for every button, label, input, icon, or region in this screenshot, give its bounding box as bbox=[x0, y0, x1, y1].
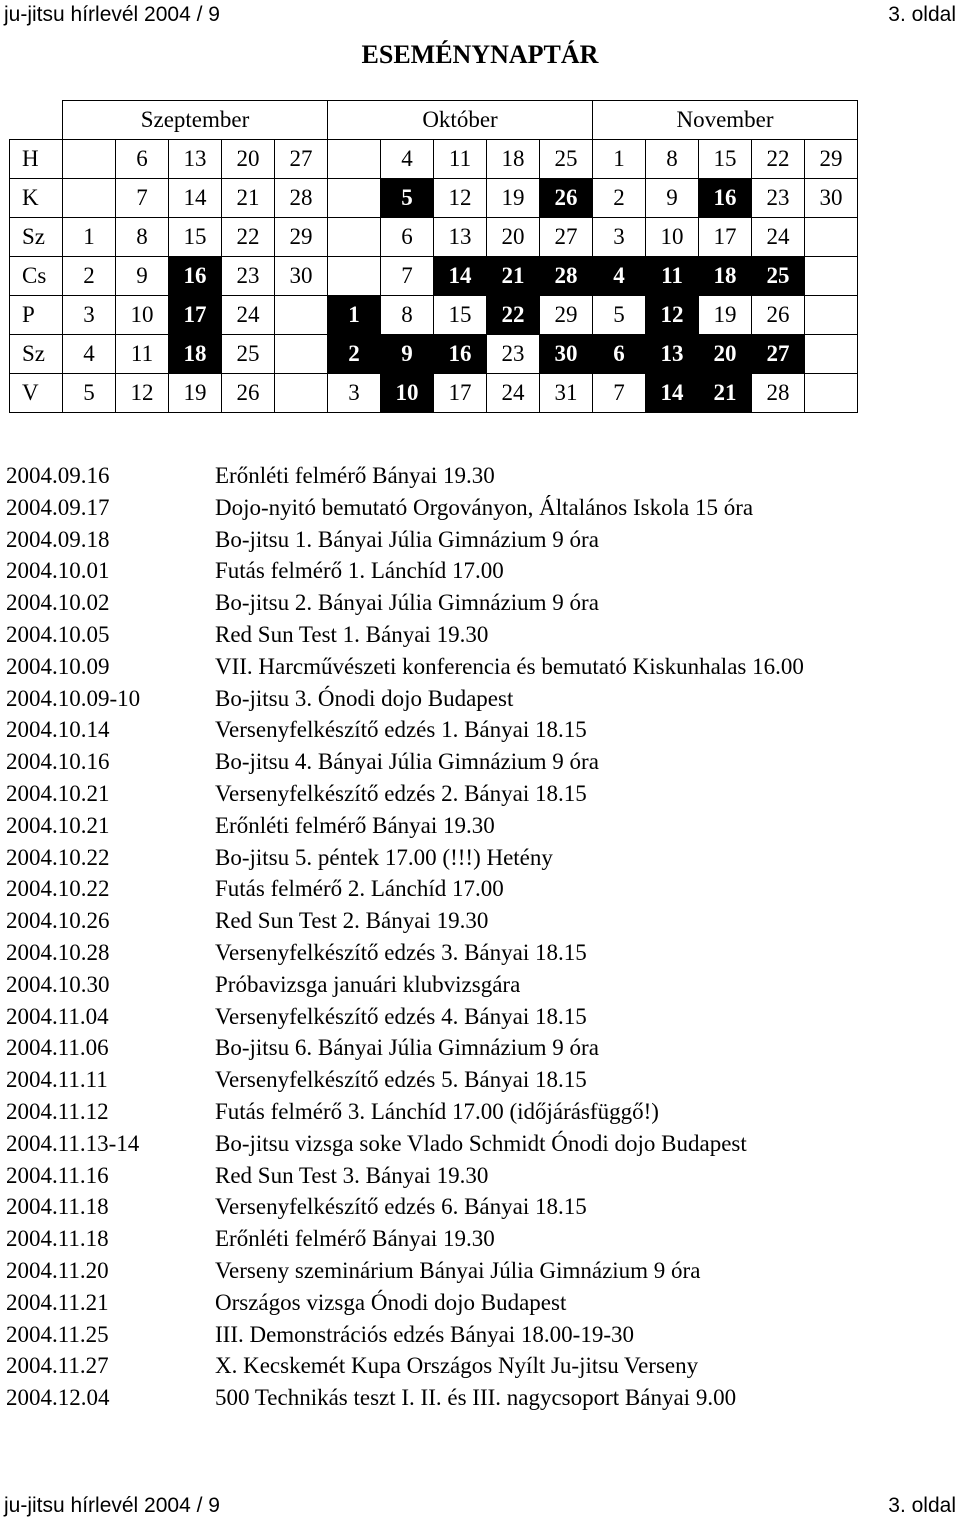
event-description: Próbavizsga januári klubvizsgára bbox=[215, 971, 521, 997]
event-date: 2004.11.27 bbox=[6, 1353, 109, 1379]
calendar-day-cell-highlighted: 1 bbox=[328, 296, 381, 335]
event-date: 2004.11.13-14 bbox=[6, 1130, 140, 1156]
event-calendar-table bbox=[9, 100, 858, 413]
calendar-week-row bbox=[10, 179, 858, 218]
calendar-day-cell-highlighted: 16 bbox=[434, 335, 487, 374]
event-row bbox=[6, 1096, 804, 1128]
calendar-day-cell: 9 bbox=[646, 179, 699, 218]
event-row bbox=[6, 1350, 804, 1382]
event-description: Bo-jitsu 5. péntek 17.00 (!!!) Hetény bbox=[215, 844, 553, 870]
calendar-day-cell: 31 bbox=[540, 374, 593, 413]
event-date: 2004.11.21 bbox=[6, 1289, 109, 1315]
calendar-week-row bbox=[10, 335, 858, 374]
calendar-day-cell bbox=[275, 374, 328, 413]
calendar-day-cell: 19 bbox=[487, 179, 540, 218]
calendar-day-cell: 2 bbox=[63, 257, 116, 296]
calendar-week-row bbox=[10, 257, 858, 296]
event-date: 2004.10.16 bbox=[6, 749, 110, 775]
event-date: 2004.09.18 bbox=[6, 526, 110, 552]
month-header: Október bbox=[328, 101, 593, 140]
event-description: Versenyfelkészítő edzés 3. Bányai 18.15 bbox=[215, 939, 587, 965]
event-row bbox=[6, 778, 804, 810]
event-description: Versenyfelkészítő edzés 6. Bányai 18.15 bbox=[215, 1194, 587, 1220]
calendar-day-cell: 15 bbox=[169, 218, 222, 257]
event-description: Red Sun Test 2. Bányai 19.30 bbox=[215, 908, 489, 934]
calendar-day-cell: 6 bbox=[116, 140, 169, 179]
calendar-day-cell: 10 bbox=[116, 296, 169, 335]
weekday-label: Cs bbox=[10, 257, 63, 296]
calendar-day-cell: 2 bbox=[593, 179, 646, 218]
calendar-day-cell: 4 bbox=[63, 335, 116, 374]
event-description: Bo-jitsu 4. Bányai Júlia Gimnázium 9 óra bbox=[215, 749, 599, 775]
calendar-day-cell: 17 bbox=[434, 374, 487, 413]
calendar-day-cell-highlighted: 22 bbox=[487, 296, 540, 335]
weekday-label: V bbox=[10, 374, 63, 413]
event-date: 2004.09.16 bbox=[6, 463, 110, 488]
calendar-day-cell bbox=[805, 335, 858, 374]
calendar-day-cell: 1 bbox=[63, 218, 116, 257]
calendar-day-cell: 23 bbox=[487, 335, 540, 374]
event-row bbox=[6, 1191, 804, 1223]
calendar-day-cell-highlighted: 14 bbox=[434, 257, 487, 296]
page-title: ESEMÉNYNAPTÁR bbox=[361, 40, 599, 69]
event-description: 500 Technikás teszt I. II. és III. nagycsoport Bányai 9.00 bbox=[215, 1385, 737, 1411]
header-newsletter-title: ju-jitsu hírlevél 2004 / 9 bbox=[4, 3, 220, 26]
event-row bbox=[6, 1287, 804, 1319]
calendar-day-cell-highlighted: 4 bbox=[593, 257, 646, 296]
event-description: X. Kecskemét Kupa Országos Nyílt Ju-jitsu Verseny bbox=[215, 1353, 699, 1379]
calendar-day-cell: 19 bbox=[169, 374, 222, 413]
calendar-day-cell: 29 bbox=[540, 296, 593, 335]
calendar-day-cell-highlighted: 28 bbox=[540, 257, 593, 296]
event-date: 2004.11.18 bbox=[6, 1194, 109, 1220]
calendar-day-cell: 6 bbox=[381, 218, 434, 257]
event-date: 2004.10.02 bbox=[6, 590, 110, 616]
calendar-day-cell: 11 bbox=[434, 140, 487, 179]
calendar-day-cell: 9 bbox=[116, 257, 169, 296]
calendar-day-cell: 27 bbox=[275, 140, 328, 179]
calendar-day-cell: 11 bbox=[116, 335, 169, 374]
event-row bbox=[6, 1223, 804, 1255]
calendar-day-cell: 8 bbox=[116, 218, 169, 257]
calendar-week-row bbox=[10, 140, 858, 179]
calendar-day-cell: 12 bbox=[116, 374, 169, 413]
event-date: 2004.10.21 bbox=[6, 780, 110, 806]
event-row bbox=[6, 1064, 804, 1096]
calendar-day-cell: 7 bbox=[593, 374, 646, 413]
calendar-day-cell: 20 bbox=[487, 218, 540, 257]
calendar-day-cell: 23 bbox=[222, 257, 275, 296]
event-row bbox=[6, 619, 804, 651]
event-description: Erőnléti felmérő Bányai 19.30 bbox=[215, 1226, 495, 1252]
calendar-day-cell: 28 bbox=[275, 179, 328, 218]
header-page-number: 3. oldal bbox=[888, 3, 956, 26]
event-row bbox=[6, 905, 804, 937]
calendar-month-header-row bbox=[10, 101, 858, 140]
event-description: III. Demonstrációs edzés Bányai 18.00-19-30 bbox=[215, 1321, 634, 1347]
calendar-day-cell: 24 bbox=[222, 296, 275, 335]
calendar-day-cell: 15 bbox=[434, 296, 487, 335]
weekday-label: H bbox=[10, 140, 63, 179]
calendar-week-row bbox=[10, 374, 858, 413]
calendar-day-cell-highlighted: 20 bbox=[699, 335, 752, 374]
calendar-day-cell: 8 bbox=[646, 140, 699, 179]
calendar-day-cell-highlighted: 21 bbox=[699, 374, 752, 413]
event-date: 2004.10.22 bbox=[6, 844, 110, 870]
event-date: 2004.11.16 bbox=[6, 1162, 109, 1188]
event-description: Verseny szeminárium Bányai Júlia Gimnázium 9 óra bbox=[215, 1257, 701, 1283]
calendar-day-cell bbox=[328, 140, 381, 179]
calendar-corner-cell bbox=[10, 101, 63, 140]
calendar-day-cell: 13 bbox=[169, 140, 222, 179]
calendar-day-cell-highlighted: 30 bbox=[540, 335, 593, 374]
event-description: Erőnléti felmérő Bányai 19.30 bbox=[215, 463, 495, 488]
calendar-day-cell-highlighted: 26 bbox=[540, 179, 593, 218]
calendar-day-cell: 29 bbox=[275, 218, 328, 257]
calendar-day-cell: 20 bbox=[222, 140, 275, 179]
weekday-label: P bbox=[10, 296, 63, 335]
calendar-day-cell: 26 bbox=[752, 296, 805, 335]
event-row bbox=[6, 555, 804, 587]
calendar-day-cell: 3 bbox=[328, 374, 381, 413]
event-date: 2004.10.09-10 bbox=[6, 685, 141, 711]
event-date: 2004.11.20 bbox=[6, 1257, 109, 1283]
calendar-day-cell: 8 bbox=[381, 296, 434, 335]
event-row bbox=[6, 746, 804, 778]
calendar-day-cell: 1 bbox=[593, 140, 646, 179]
event-list bbox=[6, 460, 804, 1414]
event-date: 2004.10.05 bbox=[6, 621, 110, 647]
calendar-day-cell: 28 bbox=[752, 374, 805, 413]
calendar-day-cell: 12 bbox=[434, 179, 487, 218]
footer-newsletter-title: ju-jitsu hírlevél 2004 / 9 bbox=[4, 1494, 220, 1517]
event-row bbox=[6, 969, 804, 1001]
weekday-label: Sz bbox=[10, 335, 63, 374]
event-date: 2004.10.21 bbox=[6, 812, 110, 838]
event-description: Erőnléti felmérő Bányai 19.30 bbox=[215, 812, 495, 838]
calendar-day-cell: 30 bbox=[805, 179, 858, 218]
calendar-day-cell: 25 bbox=[222, 335, 275, 374]
event-description: Dojo-nyitó bemutató Orgoványon, Általános Iskola 15 óra bbox=[215, 494, 754, 520]
event-description: Red Sun Test 3. Bányai 19.30 bbox=[215, 1162, 489, 1188]
event-row bbox=[6, 524, 804, 556]
calendar-day-cell-highlighted: 5 bbox=[381, 179, 434, 218]
calendar-day-cell: 13 bbox=[434, 218, 487, 257]
event-row bbox=[6, 1382, 804, 1414]
calendar-day-cell: 26 bbox=[222, 374, 275, 413]
calendar-day-cell: 14 bbox=[169, 179, 222, 218]
event-row bbox=[6, 1319, 804, 1351]
calendar-day-cell: 5 bbox=[593, 296, 646, 335]
calendar-day-cell-highlighted: 21 bbox=[487, 257, 540, 296]
event-description: Bo-jitsu 6. Bányai Júlia Gimnázium 9 óra bbox=[215, 1035, 599, 1061]
event-row bbox=[6, 1001, 804, 1033]
event-row bbox=[6, 1255, 804, 1287]
event-description: Versenyfelkészítő edzés 5. Bányai 18.15 bbox=[215, 1067, 587, 1093]
calendar-day-cell-highlighted: 9 bbox=[381, 335, 434, 374]
event-description: Bo-jitsu 1. Bányai Júlia Gimnázium 9 óra bbox=[215, 526, 599, 552]
weekday-label: K bbox=[10, 179, 63, 218]
calendar-day-cell: 5 bbox=[63, 374, 116, 413]
calendar-day-cell bbox=[328, 179, 381, 218]
event-row bbox=[6, 587, 804, 619]
event-date: 2004.10.26 bbox=[6, 908, 110, 934]
event-row bbox=[6, 1160, 804, 1192]
event-date: 2004.11.12 bbox=[6, 1098, 109, 1124]
calendar-day-cell: 29 bbox=[805, 140, 858, 179]
calendar-body bbox=[10, 140, 858, 413]
event-date: 2004.09.17 bbox=[6, 494, 110, 520]
calendar-day-cell bbox=[805, 296, 858, 335]
event-date: 2004.11.18 bbox=[6, 1226, 109, 1252]
event-row bbox=[6, 842, 804, 874]
calendar-day-cell: 27 bbox=[540, 218, 593, 257]
calendar-day-cell bbox=[805, 374, 858, 413]
calendar-day-cell: 3 bbox=[63, 296, 116, 335]
event-date: 2004.11.06 bbox=[6, 1035, 109, 1061]
calendar-week-row bbox=[10, 218, 858, 257]
calendar-day-cell: 23 bbox=[752, 179, 805, 218]
event-date: 2004.11.04 bbox=[6, 1003, 109, 1029]
event-date: 2004.12.04 bbox=[6, 1385, 110, 1411]
calendar-day-cell-highlighted: 12 bbox=[646, 296, 699, 335]
calendar-day-cell bbox=[805, 218, 858, 257]
calendar-day-cell: 3 bbox=[593, 218, 646, 257]
calendar-day-cell: 24 bbox=[487, 374, 540, 413]
calendar-week-row bbox=[10, 296, 858, 335]
calendar-day-cell: 15 bbox=[699, 140, 752, 179]
event-date: 2004.11.11 bbox=[6, 1067, 108, 1093]
event-row bbox=[6, 651, 804, 683]
calendar-day-cell bbox=[328, 218, 381, 257]
calendar-day-cell: 21 bbox=[222, 179, 275, 218]
event-row bbox=[6, 873, 804, 905]
event-date: 2004.10.09 bbox=[6, 653, 110, 679]
event-date: 2004.10.30 bbox=[6, 971, 110, 997]
event-description: Futás felmérő 2. Lánchíd 17.00 bbox=[215, 876, 504, 902]
weekday-label: Sz bbox=[10, 218, 63, 257]
event-description: Versenyfelkészítő edzés 1. Bányai 18.15 bbox=[215, 717, 587, 743]
calendar-day-cell bbox=[275, 296, 328, 335]
calendar-day-cell: 25 bbox=[540, 140, 593, 179]
event-row bbox=[6, 683, 804, 715]
event-description: Bo-jitsu vizsga soke Vlado Schmidt Ónodi dojo Budapest bbox=[215, 1130, 747, 1156]
calendar-day-cell bbox=[63, 179, 116, 218]
calendar-day-cell-highlighted: 16 bbox=[169, 257, 222, 296]
event-date: 2004.10.28 bbox=[6, 939, 110, 965]
calendar-day-cell bbox=[328, 257, 381, 296]
calendar-day-cell: 30 bbox=[275, 257, 328, 296]
event-date: 2004.11.25 bbox=[6, 1321, 109, 1347]
month-header: Szeptember bbox=[63, 101, 328, 140]
event-description: Bo-jitsu 2. Bányai Júlia Gimnázium 9 óra bbox=[215, 590, 599, 616]
event-description: VII. Harcművészeti konferencia és bemutató Kiskunhalas 16.00 bbox=[215, 653, 804, 679]
event-row bbox=[6, 1128, 804, 1160]
calendar-day-cell: 4 bbox=[381, 140, 434, 179]
calendar-day-cell bbox=[63, 140, 116, 179]
calendar-day-cell-highlighted: 17 bbox=[169, 296, 222, 335]
event-row bbox=[6, 810, 804, 842]
event-row bbox=[6, 714, 804, 746]
calendar-day-cell bbox=[275, 335, 328, 374]
calendar-day-cell: 17 bbox=[699, 218, 752, 257]
event-date: 2004.10.22 bbox=[6, 876, 110, 902]
event-description: Futás felmérő 1. Lánchíd 17.00 bbox=[215, 558, 504, 584]
calendar-day-cell-highlighted: 27 bbox=[752, 335, 805, 374]
event-date: 2004.10.01 bbox=[6, 558, 110, 584]
calendar-day-cell: 19 bbox=[699, 296, 752, 335]
calendar-day-cell-highlighted: 2 bbox=[328, 335, 381, 374]
calendar-day-cell-highlighted: 6 bbox=[593, 335, 646, 374]
month-header: November bbox=[593, 101, 858, 140]
calendar-day-cell-highlighted: 11 bbox=[646, 257, 699, 296]
calendar-day-cell-highlighted: 16 bbox=[699, 179, 752, 218]
calendar-day-cell-highlighted: 13 bbox=[646, 335, 699, 374]
event-description: Bo-jitsu 3. Ónodi dojo Budapest bbox=[215, 685, 514, 711]
event-row bbox=[6, 492, 804, 524]
calendar-day-cell-highlighted: 25 bbox=[752, 257, 805, 296]
event-description: Versenyfelkészítő edzés 4. Bányai 18.15 bbox=[215, 1003, 587, 1029]
calendar-day-cell: 18 bbox=[487, 140, 540, 179]
calendar-day-cell: 22 bbox=[752, 140, 805, 179]
event-description: Versenyfelkészítő edzés 2. Bányai 18.15 bbox=[215, 780, 587, 806]
footer-page-number: 3. oldal bbox=[888, 1494, 956, 1517]
event-row bbox=[6, 1032, 804, 1064]
calendar-day-cell: 22 bbox=[222, 218, 275, 257]
event-description: Futás felmérő 3. Lánchíd 17.00 (időjárásfüggő!) bbox=[215, 1098, 659, 1124]
calendar-day-cell bbox=[805, 257, 858, 296]
calendar-day-cell: 7 bbox=[116, 179, 169, 218]
event-description: Red Sun Test 1. Bányai 19.30 bbox=[215, 621, 489, 647]
calendar-day-cell-highlighted: 18 bbox=[169, 335, 222, 374]
event-date: 2004.10.14 bbox=[6, 717, 110, 743]
calendar-day-cell: 7 bbox=[381, 257, 434, 296]
calendar-day-cell-highlighted: 14 bbox=[646, 374, 699, 413]
event-row bbox=[6, 937, 804, 969]
event-row bbox=[6, 460, 804, 492]
calendar-day-cell: 24 bbox=[752, 218, 805, 257]
event-description: Országos vizsga Ónodi dojo Budapest bbox=[215, 1289, 567, 1315]
calendar-day-cell: 10 bbox=[646, 218, 699, 257]
calendar-day-cell-highlighted: 18 bbox=[699, 257, 752, 296]
calendar-day-cell-highlighted: 10 bbox=[381, 374, 434, 413]
